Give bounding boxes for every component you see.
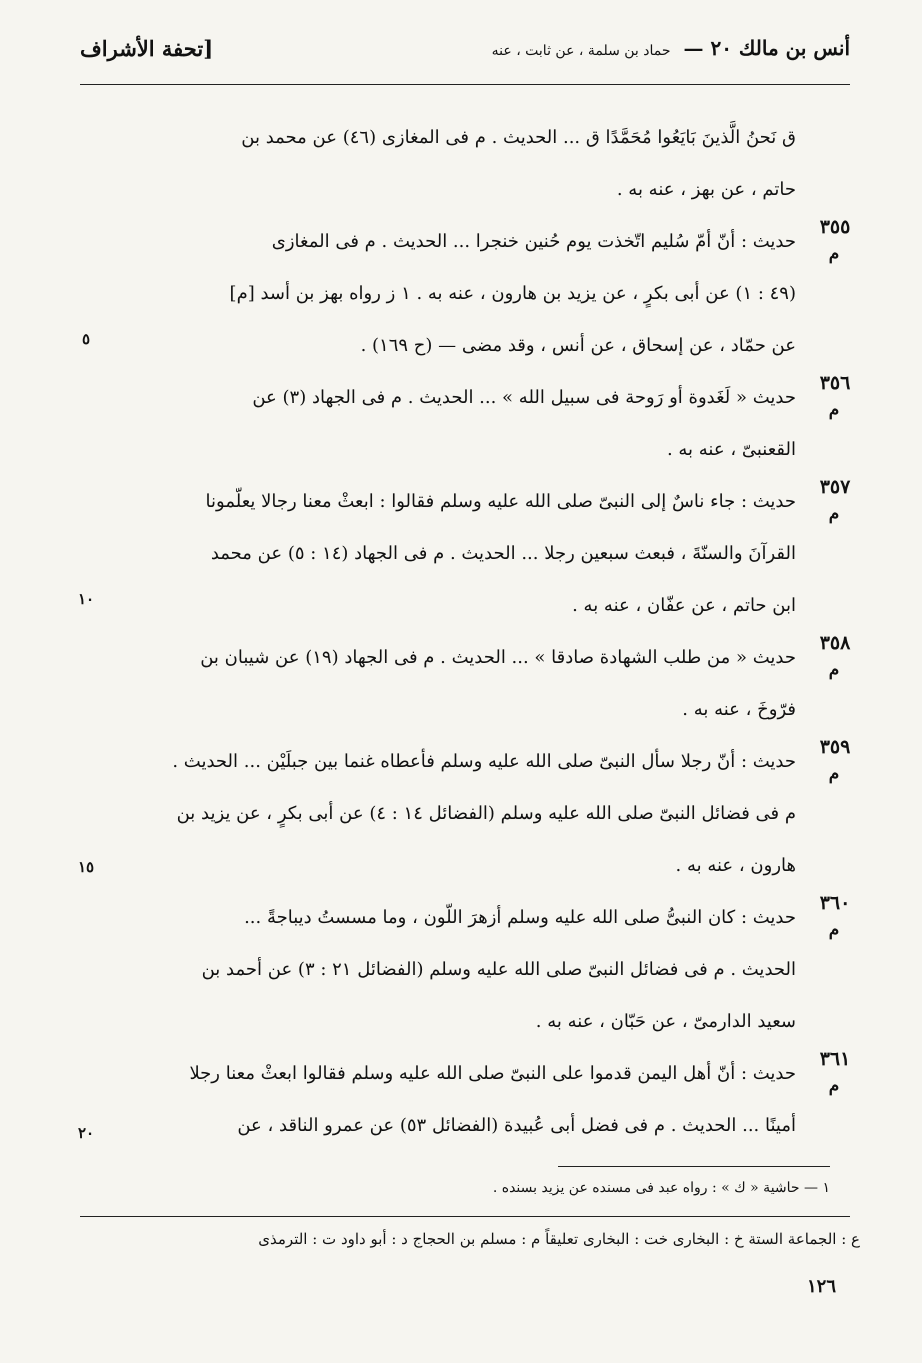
entry-line: م فى فضائل النبىّ صلى الله عليه وسلم (الفضائل ١٤ : ٤) عن أبى بكرٍ ، عن يزيد بن	[176, 803, 796, 824]
entry-line: ابن حاتم ، عن عفّان ، عنه به .	[572, 595, 796, 616]
entry-mark: م	[828, 244, 840, 264]
hadith-entry	[100, 476, 860, 632]
hadith-entry	[100, 736, 860, 892]
entry-line: هارون ، عنه به .	[675, 855, 796, 876]
entry-line: الحديث . م فى فضائل النبىّ صلى الله عليه وسلم (الفضائل ٢١ : ٣) عن أحمد بن	[201, 959, 796, 980]
entry-mark: م	[828, 920, 840, 940]
running-header	[80, 36, 850, 76]
header-subtitle: حماد بن سلمة ، عن ثابت ، عنه	[491, 43, 671, 59]
entry-line: حديث « من طلب الشهادة صادقا » ... الحديث . م فى الجهاد (١٩) عن شيبان بن	[200, 647, 796, 668]
entry-line: حديث : أنّ أمّ سُليم اتّخذت يوم حُنين خنجرا ... الحديث . م فى المغازى	[271, 231, 796, 252]
entry-line: حديث : جاء ناسٌ إلى النبىّ صلى الله عليه وسلم فقالوا : ابعثْ معنا رجالا يعلّمونا	[205, 491, 796, 512]
page-number: ١٢٦	[806, 1276, 836, 1297]
entry-line: أمينًا ... الحديث . م فى فضل أبى عُبيدة (الفضائل ٥٣) عن عمرو الناقد ، عن	[237, 1115, 796, 1136]
footnote-rule	[558, 1166, 830, 1167]
entry-line: سعيد الدارمىّ ، عن حَبّان ، عنه به .	[535, 1011, 796, 1032]
entry-line: القرآنَ والسنّةَ ، فبعث سبعين رجلا ... الحديث . م فى الجهاد (١٤ : ٥) عن محمد	[210, 543, 796, 564]
entry-number: ٣٥٩	[819, 736, 851, 758]
line-number-marker: ٢٠	[77, 1124, 95, 1142]
entry-line: عن حمّاد ، عن إسحاق ، عن أنس ، وقد مضى — (ح ١٦٩) .	[360, 335, 796, 356]
intro-line: ق نَحنُ الَّذينَ بَايَعُوا مُحَمَّدًا ق ... الحديث . م فى المغازى (٤٦) عن محمد بن	[241, 127, 796, 148]
entry-number: ٣٥٥	[819, 216, 851, 238]
entry-number: ٣٥٨	[819, 632, 851, 654]
entry-line: حديث : أنّ أهل اليمن قدموا على النبىّ صلى الله عليه وسلم فقالوا ابعثْ معنا رجلا	[189, 1063, 796, 1084]
entry-line: القعنبىّ ، عنه به .	[666, 439, 796, 460]
entry-line: حديث « لَغَدوة أو رَوحة فى سبيل الله » ... الحديث . م فى الجهاد (٣) عن	[252, 387, 796, 408]
entry-line: حديث : أنّ رجلا سأل النبىّ صلى الله عليه وسلم فأعطاه غنما بين جبلَيْن ... الحديث .	[172, 751, 796, 772]
footnote: ١ — حاشية « ك » : رواه عبد فى مسنده عن يزيد بسنده .	[492, 1180, 830, 1196]
hadith-entry	[100, 892, 860, 1048]
entry-mark: م	[828, 400, 840, 420]
line-number-marker: ١٠	[77, 590, 95, 608]
intro-line: حاتم ، عن بهز ، عنه به .	[616, 179, 796, 200]
entry-line: (٤٩ : ١) عن أبى بكرٍ ، عن يزيد بن هارون ، عنه به . ١ ز رواه بهز بن أسد [م]	[229, 283, 796, 304]
entry-number: ٣٥٦	[819, 372, 851, 394]
header-book-title: [تحفة الأشراف	[80, 36, 214, 61]
legend-rule	[80, 1216, 850, 1217]
entry-mark: م	[828, 1076, 840, 1096]
entry-number: ٣٦١	[819, 1048, 851, 1070]
hadith-entry	[100, 372, 860, 476]
header-rule	[80, 84, 850, 85]
intro-paragraph	[100, 112, 860, 216]
entry-number: ٣٦٠	[819, 892, 851, 914]
entry-line: حديث : كان النبىُّ صلى الله عليه وسلم أزهرَ اللّون ، وما مسستُ ديباجةً ...	[244, 907, 796, 928]
entry-number: ٣٥٧	[819, 476, 851, 498]
header-chapter	[492, 36, 850, 60]
line-number-marker: ١٥	[77, 858, 95, 876]
hadith-entry	[100, 1048, 860, 1152]
entry-mark: م	[828, 660, 840, 680]
entries-list	[100, 112, 860, 1152]
entry-mark: م	[828, 504, 840, 524]
entry-line: فرّوخَ ، عنه به .	[682, 699, 796, 720]
header-title: أنس بن مالك ٢٠ —	[683, 36, 850, 60]
hadith-entry	[100, 632, 860, 736]
abbreviation-legend: ع : الجماعة الستة خ : البخارى خت : البخارى تعليقاً م : مسلم بن الحجاج د : أبو داود ت : الترمذى	[258, 1230, 860, 1248]
hadith-entry	[100, 216, 860, 372]
entry-mark: م	[828, 764, 840, 784]
line-number-marker: ٥	[81, 330, 91, 348]
